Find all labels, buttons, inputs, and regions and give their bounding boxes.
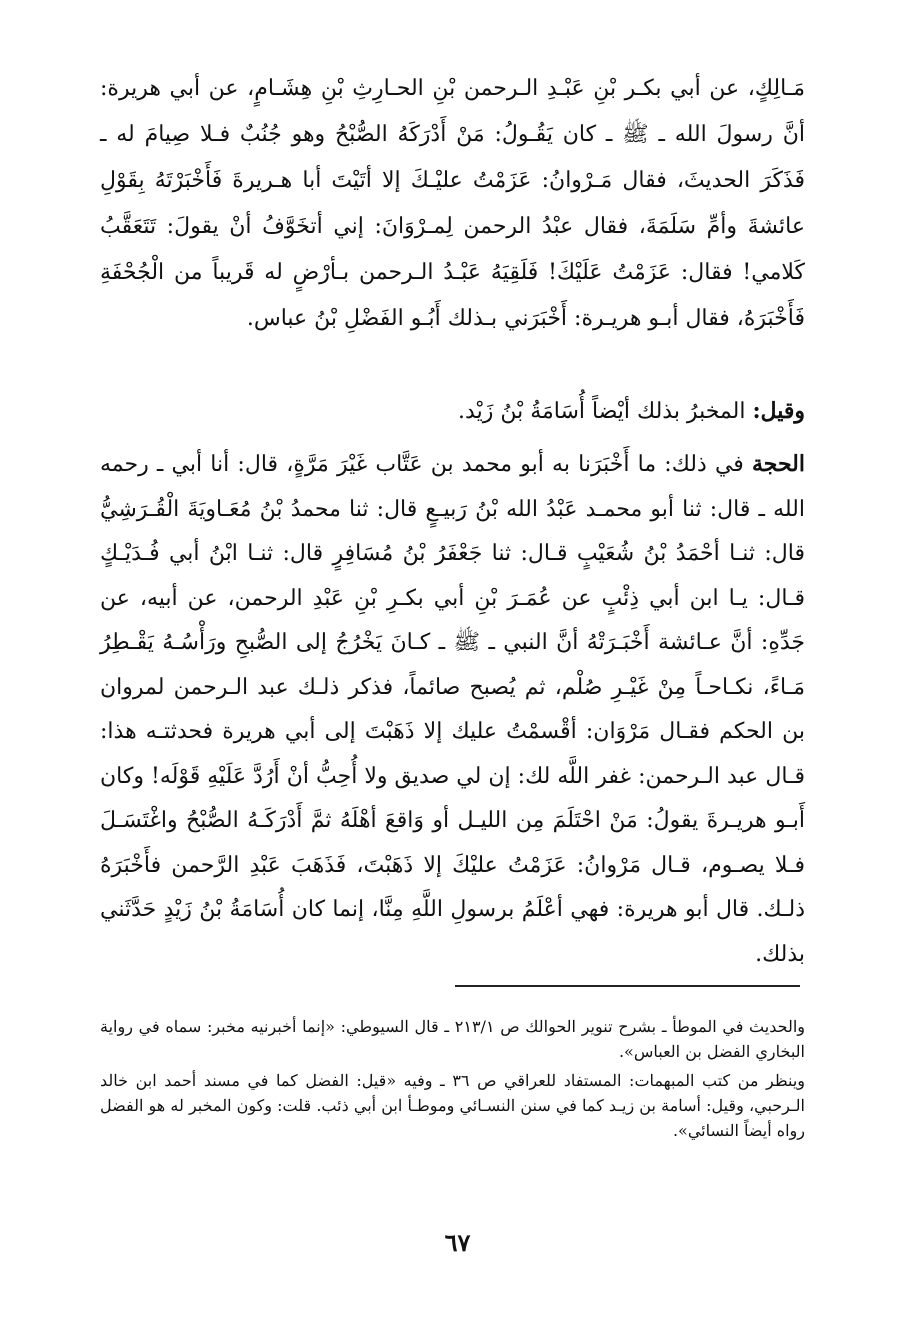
footnote-divider — [455, 985, 800, 987]
footnotes — [100, 1014, 805, 1147]
paragraph-label-qila: وقيل: — [752, 398, 805, 424]
page-number: ٦٧ — [444, 1228, 471, 1257]
footnote-muwatta: والحديث في الموطأ ـ بشرح تنوير الحوالك ص ٢١٣/١ ـ قال السيوطي: «إنما أخبرنيه مخبر: سماه في رواية البخاري الفضل بن العباس». — [100, 1017, 805, 1061]
paragraph-evidence-text: في ذلك: ما أَخْبَرَنا به أبو محمد بن عَتَّاب غَيْرَ مَرَّةٍ، قال: أنا أبي ـ رحمه الله ـ قال: ثنا أبو محمـد عَبْدُ الله بْنُ رَبيـعٍ قال: ثنا محمدُ بْنُ مُعَـاويَةَ الْقُـرَشِيُّ قال: ثنـا أحْمَدُ بْنُ شُعَيْبٍ قـال: ثنا جَعْفَرُ بْنُ مُسَافِرٍ قال: ثنـا ابْنُ أبي فُـدَيْـكٍ قـال: يـا ابن أبي ذِئْبٍ عن عُمَـرَ بْنِ أبي بكـرِ بْنِ عَبْدِ الرحمن، عن أبيه، عن جَدِّهِ: أنَّ عـائشة أَخْبَـرَتْهُ أنَّ النبي ـ ﷺ ـ كـانَ يَخْرُجُ إلى الصُّبحِ ورَأْسُـهُ يَقْـطِرُ مَـاءً، نكـاحـاً مِنْ غَيْـرِ صُلْم، ثم يُصبح صائماً، فذكر ذلـك عبد الـرحمن لمروان بن الحكم فقـال مَرْوَان: أقْسمْتُ عليك إلا ذَهَبْتَ إلى أبي هريرة فحدثتـه هذا: قـال عبد الـرحمن: غفر اللَّه لك: إن لي صديق ولا أُحِبُّ أنْ أَرُدَّ عَلَيْهِ قَوْلَه! وكان أَبـو هريـرةَ يقولُ: مَنْ احْتَلَمَ مِن الليـل أو وَاقعَ أهْلَهُ ثمَّ أَدْرَكَـهُ الصُّبْحُ واغْتَسَـلَ فـلا يصـوم، قـال مَرْوانُ: عَزَمْتُ عليْكَ إلا ذَهَبْتَ، فَذَهَبَ عَبْدِ الرَّحمن فأَخْبَرَهُ ذلـك. قال أبو هريرة: فهي أعْلَمُ برسولِ اللَّهِ مِنَّا، إنما كان أُسَامَةُ بْنُ زَيْدٍ حَدَّثَني بذلك. — [100, 452, 805, 967]
paragraph-label-hujja: الحجة — [751, 451, 805, 477]
paragraph-alternate-narrator-text: المخبرُ بذلك أيْضاً أُسَامَةُ بْنُ زَيْد. — [458, 399, 753, 424]
footnote-mubhamat: وينظر من كتب المبهمات: المستفاد للعراقي ص ٣٦ ـ وفيه «قيل: الفضل كما في مسند أحمد ابن خالد الـرحبي، وقيل: أسامة بن زيـد كما في سنن النسـائي وموطـأ ابن أبي ذئب. قلت: وكون المخبر له هو الفضل رواه أيضاً النسائي». — [100, 1071, 806, 1140]
paragraph-evidence — [100, 442, 805, 977]
paragraph-narration: مَـالِكٍ، عن أبي بكـر بْنِ عَبْـدِ الـرحمن بْنِ الحـارِثِ بْنِ هِشَـامٍ، عن أبي هريرة: أنَّ رسولَ الله ـ ﷺ ـ كان يَقُـولُ: مَنْ أَدْرَكَهُ الصُّبْحُ وهو جُنُبٌ فـلا صِيامَ له ـ فَذَكَرَ الحديثَ، فقال مَـرْوانُ: عَزَمْتُ عليْـكَ إلا أتَيْتَ أبا هـريرةَ فَأَخْبَرْتَهُ بِقَوْلِ عائشةَ وأمِّ سَلَمَةَ، فقال عبْدُ الرحمن لِمـرْوَانَ: إني أتخَوَّفُ أنْ يقولَ: تَتَعَقَّبُ كَلامي! فقال: عَزَمْتُ عَلَيْكَ! فَلَقِيَهُ عَبْـدُ الـرحمن بـأرْضٍ له قَريباً من الْجُحْفَةِ فَأَخْبَرَهُ، فقال أبـو هريـرة: أَخْبَرَني بـذلك أَبُـو الفَضْلِ بْنُ عباس. — [100, 76, 805, 331]
paragraph-alternate-narrator — [100, 388, 805, 435]
